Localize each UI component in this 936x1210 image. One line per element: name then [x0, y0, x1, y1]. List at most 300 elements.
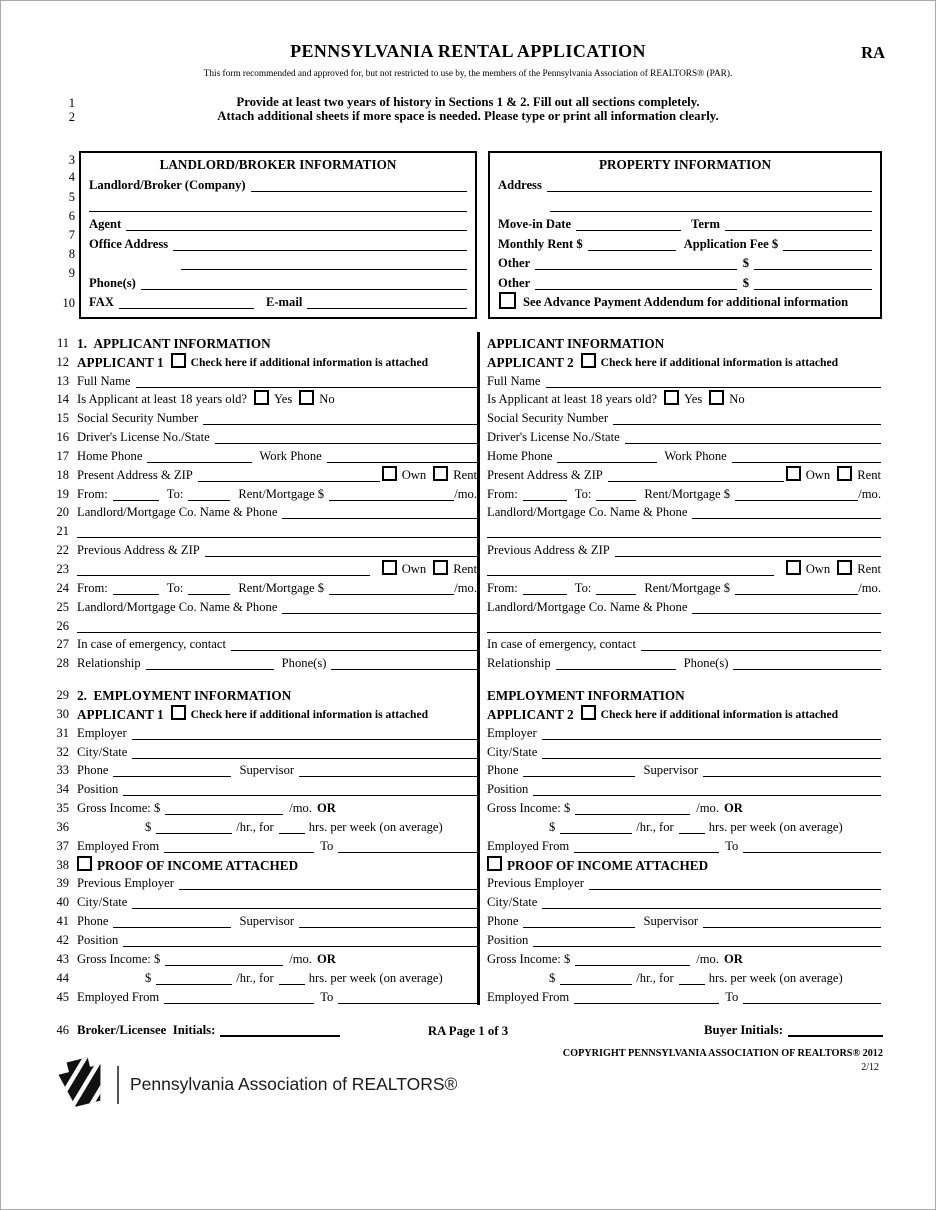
dollar-sign: $: [742, 275, 749, 290]
line-number: 22: [56, 543, 69, 558]
a1-prev-landlord-co-field[interactable]: [282, 601, 477, 614]
a1-landlord-co-field-2[interactable]: [77, 525, 477, 538]
a1-previous-address-field[interactable]: [205, 544, 477, 557]
from-label: From:: [487, 580, 518, 595]
per-mo-label: /mo.: [454, 486, 477, 501]
line-number: 19: [56, 486, 69, 501]
application-fee-label: Application Fee $: [683, 236, 779, 251]
emergency-label: In case of emergency, contact: [487, 637, 636, 652]
line-number: 24: [56, 580, 69, 595]
a2-drivers-license-field[interactable]: [625, 431, 881, 444]
a2-18-yes-checkbox[interactable]: [664, 390, 679, 405]
a2-present-from-field[interactable]: [523, 488, 567, 501]
agent-label: Agent: [89, 217, 122, 232]
to-label: To:: [574, 486, 592, 501]
emp2-prev-gross-hr-field[interactable]: [560, 972, 632, 985]
emp2-prev-gross-mo-field[interactable]: [575, 953, 690, 966]
previous-employer-label: Previous Employer: [487, 876, 584, 891]
emp1-supervisor-field[interactable]: [299, 764, 477, 777]
line-number: 34: [56, 782, 69, 797]
per-mo-label: /mo.: [454, 580, 477, 595]
logo-divider: [117, 1066, 119, 1104]
line-number: 36: [56, 819, 69, 834]
column-divider: [477, 332, 480, 1005]
emp2-prev-phone-field[interactable]: [523, 915, 635, 928]
emp1-city-state-field[interactable]: [132, 746, 477, 759]
a2-prev-from-field[interactable]: [523, 582, 567, 595]
applicant1-label: APPLICANT 1: [77, 354, 164, 370]
a1-18-no-checkbox[interactable]: [299, 390, 314, 405]
employed-from-label: Employed From: [487, 989, 570, 1004]
emp1-employed-to-field[interactable]: [338, 840, 477, 853]
line-number: 15: [56, 411, 69, 426]
line-number: 40: [56, 895, 69, 910]
rent-mortgage-label: Rent/Mortgage $: [238, 486, 325, 501]
a2-present-to-field[interactable]: [596, 488, 636, 501]
a1-prev-rent-checkbox[interactable]: [433, 560, 448, 575]
emp1-prev-supervisor-field[interactable]: [299, 915, 477, 928]
emergency-label: In case of emergency, contact: [77, 637, 226, 652]
form-subtitle: This form recommended and approved for, but not restricted to use by, the members of the Pennsylvania Association of REALTORS® (PAR).: [203, 69, 733, 79]
phones-label: Phone(s): [89, 275, 136, 290]
copyright-notice: COPYRIGHT PENNSYLVANIA ASSOCIATION OF REALTORS® 2012: [562, 1048, 883, 1059]
rent-label: Rent: [857, 561, 881, 576]
a2-prev-landlord-co-field[interactable]: [692, 601, 881, 614]
employer-label: Employer: [77, 725, 127, 740]
address-label: Address: [498, 178, 542, 193]
rent-label: Rent: [857, 467, 881, 482]
per-hr-label: /hr., for: [236, 819, 274, 834]
emp1-prev-employer-field[interactable]: [179, 877, 477, 890]
supervisor-label: Supervisor: [643, 763, 699, 778]
emp1-prev-city-state-field[interactable]: [132, 896, 477, 909]
landlord-co-label: Landlord/Mortgage Co. Name & Phone: [77, 599, 278, 614]
a2-18-no-checkbox[interactable]: [709, 390, 724, 405]
applicant1-label: APPLICANT 1: [77, 706, 164, 722]
emp1-employer-field[interactable]: [132, 727, 477, 740]
employment-info-title-1: 2. EMPLOYMENT INFORMATION: [77, 688, 292, 704]
phone-label: Phone: [487, 914, 519, 929]
line-number: 25: [56, 599, 69, 614]
a1-prev-own-checkbox[interactable]: [382, 560, 397, 575]
form-code: RA: [861, 43, 885, 62]
own-label: Own: [805, 561, 831, 576]
company-label: Landlord/Broker (Company): [89, 178, 246, 193]
line-number: 26: [56, 618, 69, 633]
previous-address-label: Previous Address & ZIP: [77, 543, 200, 558]
applicant-info-title-1: 1. APPLICANT INFORMATION: [77, 335, 271, 351]
check-attached-label: Check here if additional information is attached: [190, 355, 429, 369]
check-attached-label: Check here if additional information is attached: [600, 355, 839, 369]
to-label: To: [725, 989, 739, 1004]
par-logo: [53, 1055, 457, 1114]
line-number: 9: [68, 266, 75, 280]
other2-field[interactable]: [535, 277, 737, 290]
emp1-prev-phone-field[interactable]: [113, 915, 231, 928]
or-label: OR: [317, 951, 336, 966]
other1-field[interactable]: [535, 257, 737, 270]
position-label: Position: [487, 933, 529, 947]
a2-home-phone-field[interactable]: [557, 450, 657, 463]
work-phone-label: Work Phone: [259, 448, 322, 463]
other1-label: Other: [498, 256, 531, 271]
property-address-field[interactable]: [547, 179, 872, 192]
dollar-sign: $: [145, 970, 152, 985]
company-field-2[interactable]: [89, 199, 467, 212]
agent-field[interactable]: [126, 218, 467, 231]
emp2-prev-city-state-field[interactable]: [542, 896, 881, 909]
landlord-co-label: Landlord/Mortgage Co. Name & Phone: [487, 599, 688, 614]
emp1-gross-hr-field[interactable]: [156, 821, 232, 834]
city-state-label: City/State: [487, 744, 538, 759]
line-number: 1: [68, 96, 75, 110]
line-number: 18: [56, 467, 69, 482]
property-box: [488, 151, 882, 319]
line-number: 32: [56, 744, 69, 759]
emp2-supervisor-field[interactable]: [703, 764, 881, 777]
per-mo-label: /mo.: [696, 801, 719, 816]
rent-mortgage-label: Rent/Mortgage $: [644, 486, 731, 501]
emp2-gross-mo-field[interactable]: [575, 802, 690, 815]
a1-landlord-co-field[interactable]: [282, 506, 477, 519]
emp2-additional-info-checkbox[interactable]: [581, 705, 596, 720]
emp1-proof-checkbox[interactable]: [77, 856, 92, 871]
emp1-position-field[interactable]: [123, 783, 477, 796]
a1-present-address-field[interactable]: [198, 469, 380, 482]
to-label: To: [320, 838, 334, 853]
a1-ssn-field[interactable]: [203, 412, 477, 425]
no-label: No: [319, 392, 335, 407]
line-number: 33: [56, 763, 69, 778]
applicant-info-title-2: APPLICANT INFORMATION: [487, 335, 665, 351]
a2-additional-info-checkbox[interactable]: [581, 353, 596, 368]
office-address-label: Office Address: [89, 236, 169, 251]
check-attached-label: Check here if additional information is attached: [600, 707, 839, 721]
a1-home-phone-field[interactable]: [147, 450, 252, 463]
line-number: 41: [56, 914, 69, 929]
line-number: 35: [56, 801, 69, 816]
emp2-phone-field[interactable]: [523, 764, 635, 777]
line-number: 16: [56, 430, 69, 445]
a2-ssn-field[interactable]: [613, 412, 881, 425]
emp1-hrs-week-field[interactable]: [279, 821, 305, 834]
move-in-label: Move-in Date: [498, 217, 572, 232]
relationship-label: Relationship: [487, 656, 551, 671]
line-number: 44: [56, 970, 69, 985]
position-label: Position: [487, 782, 529, 797]
monthly-rent-label: Monthly Rent $: [498, 236, 583, 251]
from-label: From:: [77, 486, 108, 501]
no-label: No: [729, 392, 745, 407]
to-label: To:: [574, 580, 592, 595]
license-label: Driver's License No./State: [487, 430, 620, 445]
emp2-prev-position-field[interactable]: [533, 934, 881, 947]
fax-field[interactable]: [119, 296, 254, 309]
a2-previous-address-field[interactable]: [615, 544, 881, 557]
line-number: 38: [56, 857, 69, 872]
line-number: 8: [68, 247, 75, 261]
position-label: Position: [77, 782, 119, 797]
line-number: 4: [68, 170, 75, 184]
a2-work-phone-field[interactable]: [732, 450, 881, 463]
landlord-broker-box: [79, 151, 477, 319]
employed-from-label: Employed From: [77, 838, 160, 853]
other1-amount-field[interactable]: [754, 257, 872, 270]
emp2-prev-employed-to-field[interactable]: [743, 991, 881, 1004]
a1-prev-to-field[interactable]: [188, 582, 230, 595]
emp1-prev-employed-to-field[interactable]: [338, 991, 477, 1004]
per-hr-label: /hr., for: [636, 970, 674, 985]
applicant2-column: [487, 332, 881, 1005]
proof-of-income-label: PROOF OF INCOME ATTACHED: [97, 857, 299, 873]
line-number: 13: [56, 373, 69, 388]
emp2-city-state-field[interactable]: [542, 746, 881, 759]
applicant2-label: APPLICANT 2: [487, 354, 574, 370]
line-number: 20: [56, 505, 69, 520]
line-number: 2: [68, 110, 75, 124]
form-version: 2/12: [861, 1062, 879, 1073]
a2-prev-rent-checkbox[interactable]: [837, 560, 852, 575]
emp2-prev-employer-field[interactable]: [589, 877, 881, 890]
a2-rent-checkbox[interactable]: [837, 466, 852, 481]
employment-info-title-2: EMPLOYMENT INFORMATION: [487, 688, 685, 704]
ssn-label: Social Security Number: [487, 411, 609, 426]
a2-prev-rent-field[interactable]: [735, 582, 858, 595]
line-number: 12: [56, 354, 69, 369]
page-title: PENNSYLVANIA RENTAL APPLICATION: [290, 41, 646, 61]
line-number: 27: [56, 637, 69, 652]
landlord-phones-field[interactable]: [141, 277, 467, 290]
line-number: 6: [68, 209, 75, 223]
city-state-label: City/State: [77, 895, 128, 910]
to-label: To: [320, 989, 334, 1004]
emp1-prev-employed-from-field[interactable]: [164, 991, 314, 1004]
emp2-prev-employed-from-field[interactable]: [574, 991, 719, 1004]
gross-income-label: Gross Income: $: [487, 951, 571, 966]
a2-emergency-contact-field[interactable]: [641, 638, 881, 651]
a1-drivers-license-field[interactable]: [215, 431, 477, 444]
logo-text: Pennsylvania Association of REALTORS®: [130, 1074, 458, 1094]
hrs-week-label: hrs. per week (on average): [308, 970, 443, 985]
line-number: 31: [56, 725, 69, 740]
ssn-label: Social Security Number: [77, 411, 199, 426]
a1-additional-info-checkbox[interactable]: [171, 353, 186, 368]
property-box-title: PROPERTY INFORMATION: [598, 157, 772, 172]
term-field[interactable]: [725, 218, 872, 231]
to-label: To:: [166, 580, 184, 595]
emp1-phone-field[interactable]: [113, 764, 231, 777]
a1-present-rent-field[interactable]: [329, 488, 454, 501]
office-address-field[interactable]: [173, 238, 467, 251]
city-state-label: City/State: [487, 895, 538, 910]
hrs-week-label: hrs. per week (on average): [708, 819, 843, 834]
emp1-employed-from-field[interactable]: [164, 840, 314, 853]
advance-payment-checkbox[interactable]: [499, 292, 516, 309]
line-number: 5: [68, 190, 75, 204]
a2-relationship-field[interactable]: [556, 657, 676, 670]
line-number: 46: [56, 1023, 69, 1037]
emp2-employed-from-field[interactable]: [574, 840, 719, 853]
a1-work-phone-field[interactable]: [327, 450, 477, 463]
emp1-additional-info-checkbox[interactable]: [171, 705, 186, 720]
footer-initials-right: [613, 1023, 883, 1038]
line-number: 43: [56, 951, 69, 966]
relationship-label: Relationship: [77, 656, 141, 671]
previous-address-label: Previous Address & ZIP: [487, 543, 610, 558]
a1-full-name-field[interactable]: [136, 375, 477, 388]
buyer-initials-field[interactable]: [788, 1023, 883, 1037]
a2-previous-address-field-2[interactable]: [487, 563, 774, 576]
a2-present-rent-field[interactable]: [735, 488, 858, 501]
instruction-line-2: Attach additional sheets if more space is needed. Please type or print all information clearly.: [217, 109, 719, 123]
keystone-logo-icon: [53, 1055, 109, 1114]
emp2-employed-to-field[interactable]: [743, 840, 881, 853]
employer-label: Employer: [487, 725, 537, 740]
per-mo-label: /mo.: [289, 951, 312, 966]
a1-own-checkbox[interactable]: [382, 466, 397, 481]
dollar-sign: $: [145, 819, 152, 834]
main-section: [47, 332, 881, 1005]
a2-present-address-field[interactable]: [608, 469, 784, 482]
present-address-label: Present Address & ZIP: [487, 467, 603, 482]
line-number: 10: [62, 296, 75, 310]
dollar-sign: $: [549, 819, 556, 834]
hrs-week-label: hrs. per week (on average): [708, 970, 843, 985]
emp2-employer-field[interactable]: [542, 727, 881, 740]
emp1-prev-hrs-week-field[interactable]: [279, 972, 305, 985]
home-phone-label: Home Phone: [487, 448, 553, 463]
a1-rent-checkbox[interactable]: [433, 466, 448, 481]
emp2-proof-checkbox[interactable]: [487, 856, 502, 871]
a2-landlord-co-field[interactable]: [692, 506, 881, 519]
applicant2-label: APPLICANT 2: [487, 706, 574, 722]
or-label: OR: [724, 951, 743, 966]
a2-landlord-co-field-2[interactable]: [487, 525, 881, 538]
rent-mortgage-label: Rent/Mortgage $: [238, 580, 325, 595]
emp2-hrs-week-field[interactable]: [679, 821, 705, 834]
other2-amount-field[interactable]: [754, 277, 872, 290]
gross-income-label: Gross Income: $: [77, 951, 161, 966]
work-phone-label: Work Phone: [664, 448, 727, 463]
a2-own-checkbox[interactable]: [786, 466, 801, 481]
full-name-label: Full Name: [77, 373, 131, 388]
term-label: Term: [691, 217, 721, 232]
age-question-label: Is Applicant at least 18 years old?: [487, 392, 657, 407]
emp1-gross-mo-field[interactable]: [165, 802, 283, 815]
phones-label: Phone(s): [281, 656, 327, 671]
property-address-field-2[interactable]: [550, 199, 872, 212]
a2-full-name-field[interactable]: [546, 375, 881, 388]
line-number: 14: [56, 392, 69, 407]
a1-emergency-contact-field[interactable]: [231, 638, 477, 651]
line-number: 30: [56, 706, 69, 721]
own-label: Own: [401, 561, 427, 576]
city-state-label: City/State: [77, 744, 128, 759]
per-mo-label: /mo.: [858, 486, 881, 501]
or-label: OR: [317, 801, 336, 816]
a2-prev-landlord-co-field-2[interactable]: [487, 620, 881, 633]
fax-label: FAX: [89, 294, 114, 309]
company-field[interactable]: [251, 179, 467, 192]
gross-income-label: Gross Income: $: [77, 801, 161, 816]
monthly-rent-field[interactable]: [588, 238, 676, 251]
emp2-gross-hr-field[interactable]: [560, 821, 632, 834]
landlord-box-title: LANDLORD/BROKER INFORMATION: [159, 157, 397, 172]
line-number: 45: [56, 989, 69, 1004]
to-label: To: [725, 838, 739, 853]
phone-label: Phone: [77, 763, 109, 778]
emp1-prev-gross-hr-field[interactable]: [156, 972, 232, 985]
instruction-line-1: Provide at least two years of history in Sections 1 & 2. Fill out all sections completely.: [236, 95, 700, 109]
applicant1-column: [47, 332, 477, 1005]
emp2-prev-hrs-week-field[interactable]: [679, 972, 705, 985]
emp2-prev-supervisor-field[interactable]: [703, 915, 881, 928]
gross-income-label: Gross Income: $: [487, 801, 571, 816]
a1-prev-from-field[interactable]: [113, 582, 159, 595]
a2-prev-to-field[interactable]: [596, 582, 636, 595]
buyer-initials-label: Buyer Initials:: [703, 1023, 783, 1037]
supervisor-label: Supervisor: [239, 914, 295, 929]
emp2-position-field[interactable]: [533, 783, 881, 796]
employed-from-label: Employed From: [487, 838, 570, 853]
landlord-co-label: Landlord/Mortgage Co. Name & Phone: [487, 505, 688, 520]
license-label: Driver's License No./State: [77, 430, 210, 445]
rent-mortgage-label: Rent/Mortgage $: [644, 580, 731, 595]
a2-prev-own-checkbox[interactable]: [786, 560, 801, 575]
age-question-label: Is Applicant at least 18 years old?: [77, 392, 247, 407]
application-fee-field[interactable]: [783, 238, 872, 251]
emp1-prev-position-field[interactable]: [123, 934, 477, 947]
landlord-co-label: Landlord/Mortgage Co. Name & Phone: [77, 505, 278, 520]
line-number: 39: [56, 876, 69, 891]
per-mo-label: /mo.: [696, 951, 719, 966]
phones-label: Phone(s): [683, 656, 729, 671]
a1-18-yes-checkbox[interactable]: [254, 390, 269, 405]
supervisor-label: Supervisor: [239, 763, 295, 778]
yes-label: Yes: [683, 392, 703, 407]
line-number: 21: [56, 524, 69, 539]
a1-relationship-field[interactable]: [146, 657, 274, 670]
office-address-field-2[interactable]: [181, 257, 467, 270]
email-label: E-mail: [265, 294, 303, 309]
phone-label: Phone: [77, 914, 109, 929]
a1-prev-landlord-co-field-2[interactable]: [77, 620, 477, 633]
a1-present-to-field[interactable]: [188, 488, 230, 501]
move-in-date-field[interactable]: [576, 218, 681, 231]
position-label: Position: [77, 933, 119, 947]
line-number: 28: [56, 656, 69, 671]
a2-emergency-phones-field[interactable]: [733, 657, 881, 670]
a1-previous-address-field-2[interactable]: [77, 563, 370, 576]
line-number: 23: [56, 561, 69, 576]
line-number: 17: [56, 448, 69, 463]
full-name-label: Full Name: [487, 373, 541, 388]
dollar-sign: $: [549, 970, 556, 985]
or-label: OR: [724, 801, 743, 816]
supervisor-label: Supervisor: [643, 914, 699, 929]
line-number: 42: [56, 933, 69, 947]
other2-label: Other: [498, 275, 531, 290]
emp1-prev-gross-mo-field[interactable]: [165, 953, 283, 966]
proof-of-income-label: PROOF OF INCOME ATTACHED: [507, 857, 709, 873]
email-field[interactable]: [307, 296, 467, 309]
a1-present-from-field[interactable]: [113, 488, 159, 501]
a1-prev-rent-field[interactable]: [329, 582, 454, 595]
line-number: 11: [56, 335, 69, 350]
a1-emergency-phones-field[interactable]: [331, 657, 477, 670]
broker-initials-label: Broker/Licensee Initials:: [77, 1023, 216, 1037]
line-number: 37: [56, 838, 69, 853]
